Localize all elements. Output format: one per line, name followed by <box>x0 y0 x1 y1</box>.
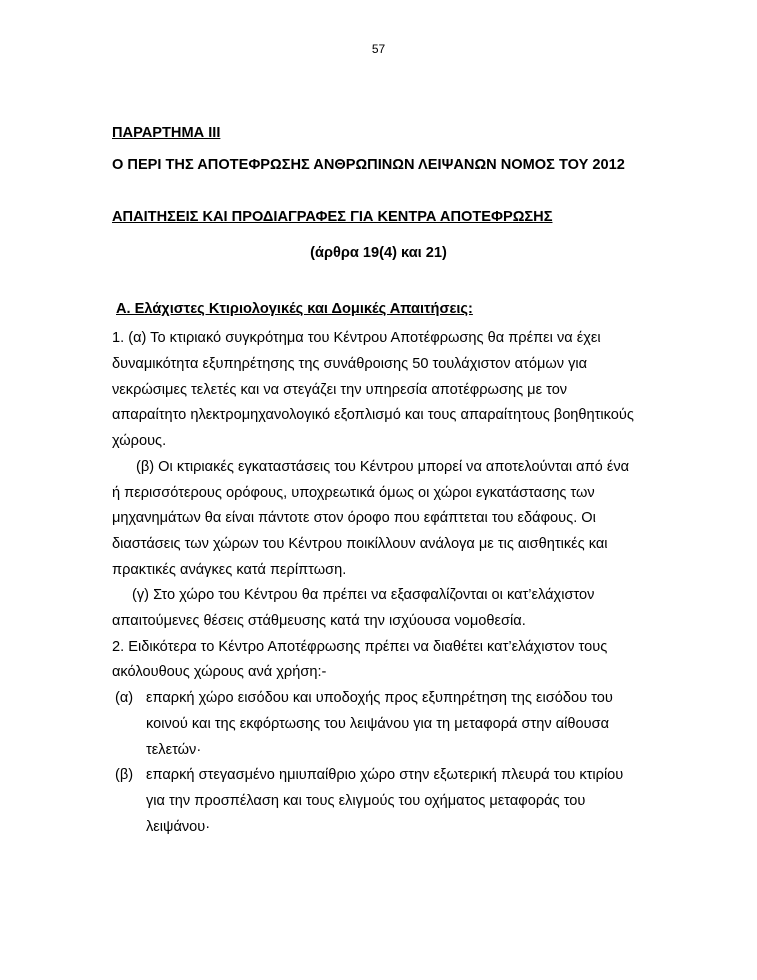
paragraph-line: δυναμικότητα εξυπηρέτησης της συνάθροισης 50 τουλάχιστον ατόμων για <box>112 356 588 372</box>
list-marker: (β) <box>115 767 134 783</box>
law-title: Ο ΠΕΡΙ ΤΗΣ ΑΠΟΤΕΦΡΩΣΗΣ ΑΝΘΡΩΠΙΝΩΝ ΛΕΙΨΑΝΩΝ ΝΟΜΟΣ ΤΟΥ 2012 <box>112 157 625 173</box>
paragraph-line: ή περισσότερους ορόφους, υποχρεωτικά όμως οι χώροι εγκατάστασης των <box>112 485 595 501</box>
page-number: 57 <box>371 42 386 56</box>
paragraph-line: απαραίτητο ηλεκτρομηχανολογικό εξοπλισμό και τους απαραίτητους βοηθητικούς <box>112 407 634 423</box>
list-marker: (α) <box>115 690 134 706</box>
list-item-line: επαρκή στεγασμένο ημιυπαίθριο χώρο στην εξωτερική πλευρά του κτιρίου <box>146 767 624 783</box>
paragraph-line: ακόλουθους χώρους ανά χρήση:- <box>112 664 327 680</box>
paragraph-line: πρακτικές ανάγκες κατά περίπτωση. <box>112 562 347 578</box>
requirements-title: ΑΠΑΙΤΗΣΕΙΣ ΚΑΙ ΠΡΟΔΙΑΓΡΑΦΕΣ ΓΙΑ ΚΕΝΤΡΑ ΑΠΟΤΕΦΡΩΣΗΣ <box>112 209 553 225</box>
paragraph-line: μηχανημάτων θα είναι πάντοτε στον όροφο που εφάπτεται του εδάφους. Οι <box>112 510 596 526</box>
list-item-line: τελετών· <box>146 742 202 758</box>
list-item-line: επαρκή χώρο εισόδου και υποδοχής προς εξυπηρέτηση της εισόδου του <box>146 690 613 706</box>
paragraph-line: απαιτούμενες θέσεις στάθμευσης κατά την ισχύουσα νομοθεσία. <box>112 613 526 629</box>
paragraph-line: (β) Οι κτιριακές εγκαταστάσεις του Κέντρου μπορεί να αποτελούνται από ένα <box>136 459 630 475</box>
list-item-line: για την προσπέλαση και τους ελιγμούς του οχήματος μεταφοράς του <box>146 793 586 809</box>
paragraph-line: διαστάσεις των χώρων του Κέντρου ποικίλλουν ανάλογα με τις αισθητικές και <box>112 536 608 552</box>
paragraph-line: χώρους. <box>112 433 167 449</box>
annex-title: ΠΑΡΑΡΤΗΜΑ ΙΙΙ <box>112 125 221 141</box>
section-a-title: Α. Ελάχιστες Κτιριολογικές και Δομικές Απαιτήσεις: <box>116 301 473 317</box>
list-item-line: λειψάνου· <box>146 819 211 835</box>
list-item-line: κοινού και της εκφόρτωσης του λειψάνου για τη μεταφορά στην αίθουσα <box>146 716 610 732</box>
paragraph-line: (γ) Στο χώρο του Κέντρου θα πρέπει να εξασφαλίζονται οι κατ’ελάχιστον <box>132 587 595 603</box>
paragraph-line: νεκρώσιμες τελετές και να στεγάζει την υπηρεσία αποτέφρωσης με τον <box>112 382 568 398</box>
paragraph-line: 1. (α) Το κτιριακό συγκρότημα του Κέντρου Αποτέφρωσης θα πρέπει να έχει <box>112 330 601 346</box>
paragraph-line: 2. Ειδικότερα το Κέντρο Αποτέφρωσης πρέπει να διαθέτει κατ’ελάχιστον τους <box>112 639 608 655</box>
articles-reference: (άρθρα 19(4) και 21) <box>310 245 447 261</box>
